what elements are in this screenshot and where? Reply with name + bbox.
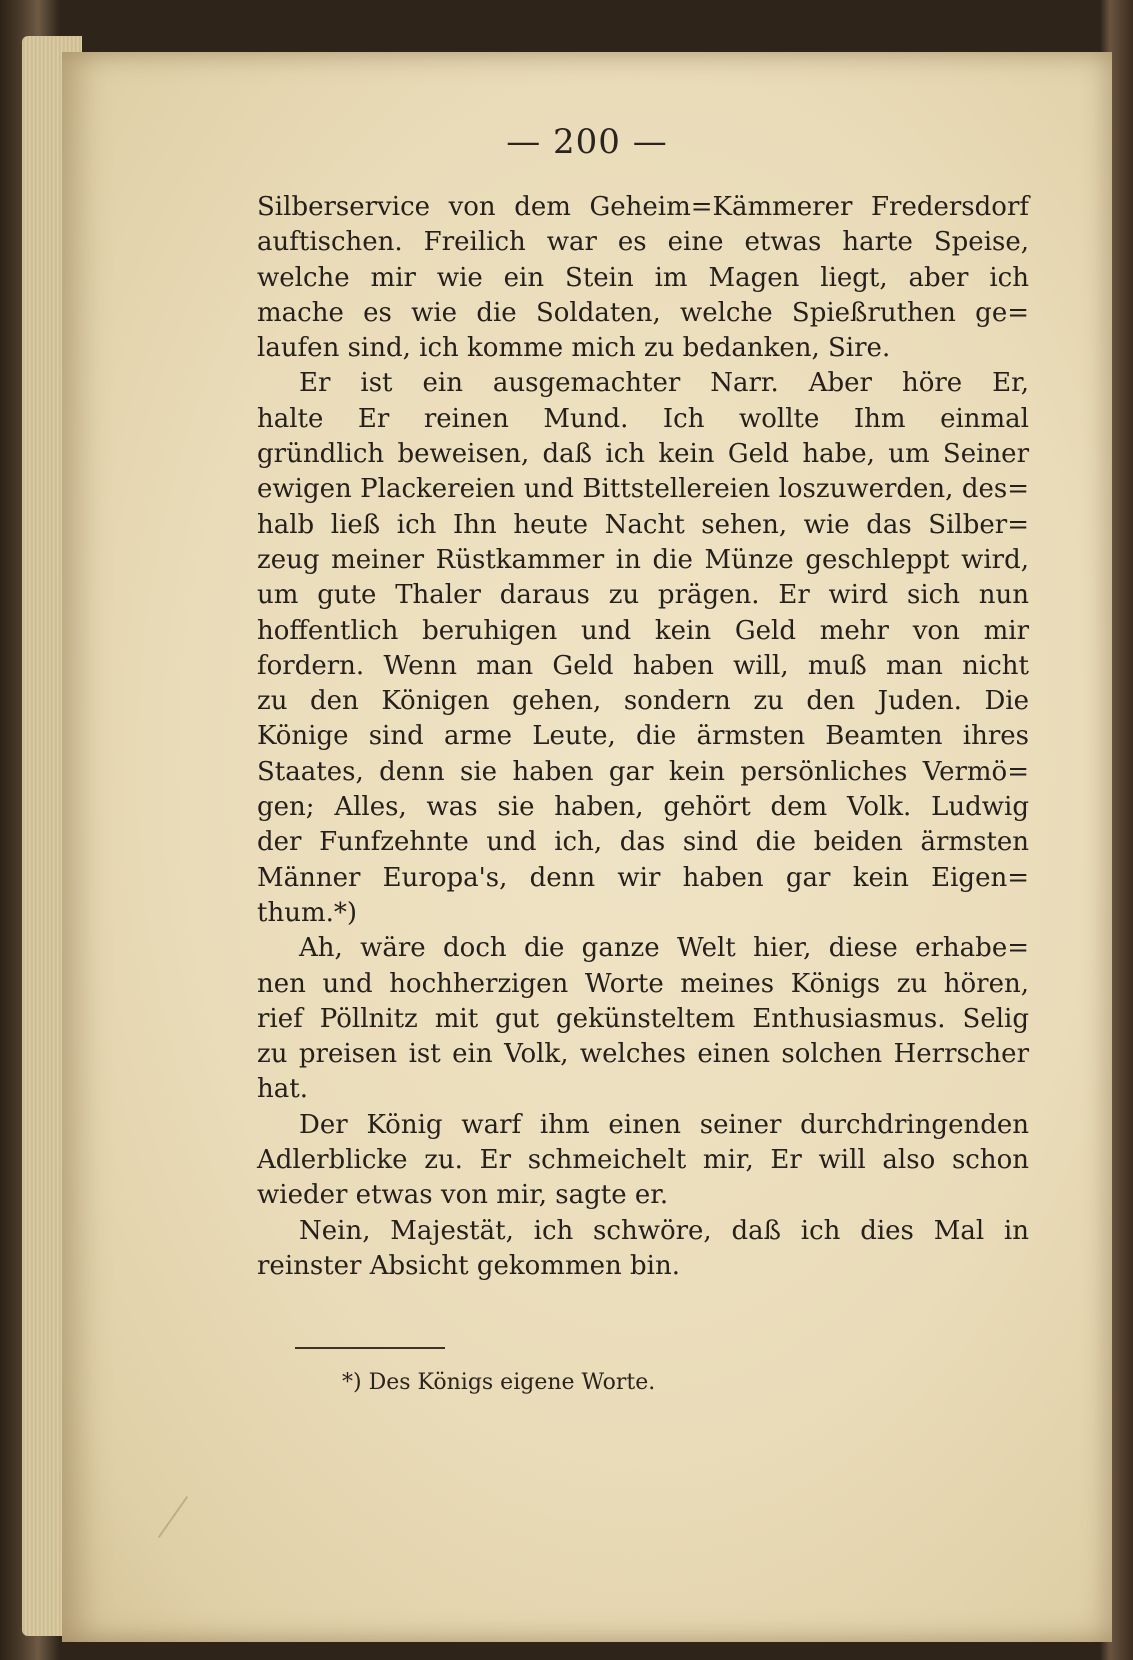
text-line: gründlich beweisen, daß ich kein Geld habe, um Seiner <box>257 439 1029 470</box>
text-line: ewigen Plackereien und Bittstellereien loszuwerden, des= <box>257 474 1029 505</box>
text-line: Adlerblicke zu. Er schmeichelt mir, Er will also schon <box>257 1145 1029 1176</box>
text-line: halte Er reinen Mund. Ich wollte Ihm einmal <box>257 403 1029 434</box>
body-text <box>257 190 1029 1284</box>
footnote: *) Des Königs eigene Worte. <box>342 1370 656 1395</box>
text-line: laufen sind, ich komme mich zu bedanken, Sire. <box>257 333 891 364</box>
book-page <box>62 52 1112 1642</box>
text-line: fordern. Wenn man Geld haben will, muß man nicht <box>257 650 1029 681</box>
page-number: — 200 — <box>506 122 668 162</box>
text-line: zu den Königen gehen, sondern zu den Juden. Die <box>257 686 1029 717</box>
text-line: Er ist ein ausgemachter Narr. Aber höre Er, <box>299 368 1029 399</box>
text-line: gen; Alles, was sie haben, gehört dem Volk. Ludwig <box>257 792 1029 823</box>
text-line: halb ließ ich Ihn heute Nacht sehen, wie das Silber= <box>257 509 1029 540</box>
text-line: Nein, Majestät, ich schwöre, daß ich dies Mal in <box>299 1215 1029 1246</box>
text-line: hat. <box>257 1074 308 1105</box>
text-line: Ah, wäre doch die ganze Welt hier, diese erhabe= <box>299 933 1029 964</box>
footnote-divider <box>295 1347 445 1349</box>
text-line: mache es wie die Soldaten, welche Spießruthen ge= <box>257 297 1029 328</box>
text-line: Könige sind arme Leute, die ärmsten Beamten ihres <box>257 721 1029 752</box>
text-line: auftischen. Freilich war es eine etwas harte Speise, <box>257 227 1029 258</box>
text-line: rief Pöllnitz mit gut gekünsteltem Enthusiasmus. Selig <box>257 1003 1029 1034</box>
text-line: zu preisen ist ein Volk, welches einen solchen Herrscher <box>257 1039 1029 1070</box>
text-line: Der König warf ihm einen seiner durchdringenden <box>299 1109 1029 1140</box>
text-line: der Funfzehnte und ich, das sind die beiden ärmsten <box>257 827 1029 858</box>
text-line: Männer Europa's, denn wir haben gar kein Eigen= <box>257 862 1029 893</box>
text-line: reinster Absicht gekommen bin. <box>257 1250 680 1281</box>
text-line: zeug meiner Rüstkammer in die Münze geschleppt wird, <box>257 544 1029 575</box>
text-line: thum.*) <box>257 897 358 928</box>
text-line: welche mir wie ein Stein im Magen liegt, aber ich <box>257 262 1029 293</box>
text-line: um gute Thaler daraus zu prägen. Er wird sich nun <box>257 580 1029 611</box>
text-line: hoffentlich beruhigen und kein Geld mehr von mir <box>257 615 1029 646</box>
text-line: wieder etwas von mir, sagte er. <box>257 1180 669 1211</box>
text-line: Silberservice von dem Geheim=Kämmerer Fredersdorf <box>257 192 1029 222</box>
text-line: Staates, denn sie haben gar kein persönliches Vermö= <box>257 756 1029 787</box>
paper-crease <box>158 1496 188 1538</box>
text-line: nen und hochherzigen Worte meines Königs zu hören, <box>257 968 1029 999</box>
